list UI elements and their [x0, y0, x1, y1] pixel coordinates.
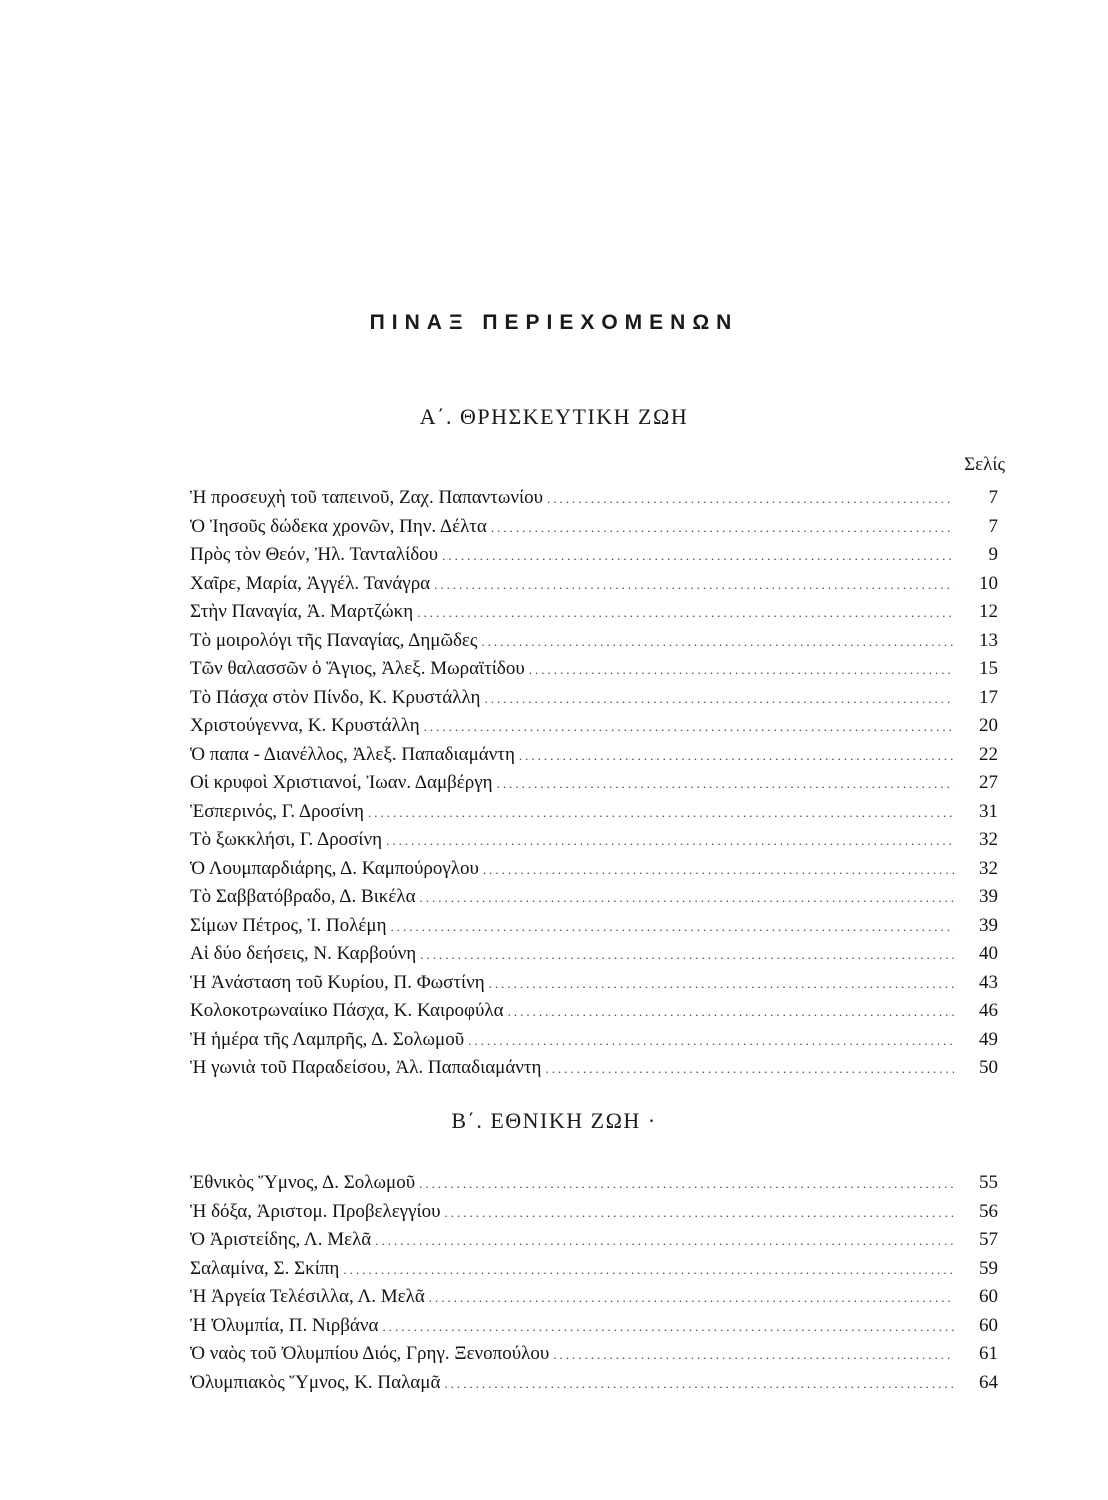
page-title: ΠΙΝΑΞ ΠΕΡΙΕΧΟΜΕΝΩΝ: [369, 311, 739, 334]
toc-entry-title: Ἡ Ἀργεία Τελέσιλλα, Λ. Μελᾶ: [190, 1286, 425, 1307]
toc-entry: [190, 712, 998, 741]
toc-entry-page: 43: [979, 971, 998, 993]
dot-leader: [529, 656, 954, 685]
toc-entry: [190, 627, 998, 656]
dot-leader: [417, 599, 954, 628]
toc-entry-page: 60: [979, 1314, 998, 1336]
toc-entry: [190, 1026, 998, 1055]
toc-entry-page: 7: [988, 515, 998, 537]
toc-entry-title: Οἱ κρυφοὶ Χριστιανοί, Ἰωαν. Δαμβέργη: [190, 772, 493, 793]
toc-entry-title: Κολοκοτρωναίικο Πάσχα, Κ. Καιροφύλα: [190, 1000, 504, 1021]
toc-entry-title: Τὸ Πάσχα στὸν Πίνδο, Κ. Κρυστάλλη: [190, 686, 481, 708]
section-heading-religious-life: Α΄. ΘΡΗΣΚΕΥΤΙΚΗ ΖΩΗ: [419, 404, 689, 429]
toc-entry: [190, 940, 998, 969]
toc-entry-page: 7: [988, 487, 998, 508]
toc-entry: [190, 1054, 998, 1083]
toc-entry-page: 61: [979, 1343, 998, 1364]
toc-entry-title: Ὀλυμπιακὸς Ὕμνος, Κ. Παλαμᾶ: [190, 1371, 441, 1393]
toc-entry-title: Ὁ Ἰησοῦς δώδεκα χρονῶν, Πην. Δέλτα: [190, 515, 487, 537]
section-heading-national-life: Β΄. ΕΘΝΙΚΗ ΖΩΗ ·: [451, 1108, 657, 1133]
toc-entry-title: Τὸ ξωκκλήσι, Γ. Δροσίνη: [190, 829, 383, 850]
toc-entry-title: Πρὸς τὸν Θεόν, Ἠλ. Τανταλίδου: [190, 544, 439, 565]
toc-entry: [190, 997, 998, 1026]
toc-entry-title: Χριστούγεννα, Κ. Κρυστάλλη: [190, 715, 420, 736]
toc-entry-title: Ἡ δόξα, Ἀριστομ. Προβελεγγίου: [190, 1200, 441, 1222]
toc-entry-title: Σίμων Πέτρος, Ἰ. Πολέμη: [190, 914, 387, 936]
toc-entry-page: 49: [979, 1028, 998, 1050]
toc-entry-page: 57: [979, 1229, 998, 1250]
toc-entry-title: Τῶν θαλασσῶν ὁ Ἅγιος, Ἀλεξ. Μωραϊτίδου: [190, 658, 525, 679]
dot-leader: [419, 1170, 954, 1199]
toc-entry-page: 17: [979, 686, 998, 708]
dot-leader: [434, 571, 954, 600]
toc-entry-title: Ὁ Λουμπαρδιάρης, Δ. Καμπούρογλου: [190, 857, 479, 879]
toc-entry: [190, 826, 998, 855]
toc-entry: [190, 1255, 998, 1284]
toc-entry: [190, 1312, 998, 1341]
toc-entry: [190, 1340, 998, 1369]
toc-entry-page: 32: [979, 829, 998, 850]
dot-leader: [547, 485, 954, 514]
toc-entry-page: 13: [979, 629, 998, 651]
dot-leader: [429, 1284, 954, 1313]
toc-entry: [190, 541, 998, 570]
dot-leader: [519, 742, 954, 771]
toc-entry-page: 46: [979, 1000, 998, 1021]
toc-entry: [190, 598, 998, 627]
dot-leader: [545, 1055, 954, 1084]
toc-entry: [190, 912, 998, 941]
toc-entry-page: 55: [979, 1172, 998, 1193]
page-column-label: Σελίς: [964, 454, 1005, 475]
toc-entry: [190, 741, 998, 770]
toc-entry: [190, 798, 998, 827]
dot-leader: [343, 1256, 954, 1285]
dot-leader: [481, 628, 954, 657]
toc-entry: [190, 1169, 998, 1198]
toc-entry: [190, 1283, 998, 1312]
dot-leader: [444, 1370, 954, 1399]
toc-entry-page: 50: [979, 1057, 998, 1078]
toc-entry-title: Ἡ Ὀλυμπία, Π. Νιρβάνα: [190, 1314, 379, 1336]
toc-entry: [190, 1226, 998, 1255]
toc-entry-title: Σαλαμίνα, Σ. Σκίπη: [190, 1257, 340, 1279]
dot-leader: [489, 970, 954, 999]
toc-entry: [190, 855, 998, 884]
toc-entry-title: Ἡ προσευχὴ τοῦ ταπεινοῦ, Ζαχ. Παπαντωνίου: [190, 487, 544, 508]
toc-entry-title: Τὸ μοιρολόγι τῆς Παναγίας, Δημῶδες: [190, 629, 478, 651]
toc-entry: [190, 769, 998, 798]
toc-entry-title: Χαῖρε, Μαρία, Ἀγγέλ. Τανάγρα: [190, 572, 431, 594]
dot-leader: [420, 884, 954, 913]
toc-entry-page: 40: [979, 943, 998, 964]
toc-entry-page: 56: [979, 1200, 998, 1222]
toc-entry-page: 27: [979, 772, 998, 793]
toc-entry-title: Ὁ παπα - Διανέλλος, Ἀλεξ. Παπαδιαμάντη: [190, 743, 515, 765]
toc-entry: [190, 513, 998, 542]
toc-entry-title: Ὁ Ἀριστείδης, Λ. Μελᾶ: [190, 1229, 372, 1250]
dot-leader: [424, 713, 954, 742]
toc-entry-page: 9: [988, 544, 998, 565]
dot-leader: [483, 856, 954, 885]
dot-leader: [444, 1199, 954, 1228]
toc-entry: [190, 655, 998, 684]
toc-entry-page: 39: [979, 886, 998, 907]
toc-entry: [190, 1369, 998, 1398]
toc-entry-title: Ἡ Ἀνάσταση τοῦ Κυρίου, Π. Φωστίνη: [190, 971, 485, 993]
toc-entry-title: Ἐθνικὸς Ὕμνος, Δ. Σολωμοῦ: [190, 1172, 416, 1193]
toc-entry-page: 59: [979, 1257, 998, 1279]
toc-entry: [190, 1198, 998, 1227]
toc-entry-title: Ἡ γωνιὰ τοῦ Παραδείσου, Ἀλ. Παπαδιαμάντη: [190, 1057, 542, 1078]
toc-entry-title: Ἑσπερινός, Γ. Δροσίνη: [190, 800, 364, 822]
toc-list-national-life: [190, 1169, 998, 1397]
toc-entry-page: 60: [979, 1286, 998, 1307]
toc-entry: [190, 484, 998, 513]
toc-entry: [190, 570, 998, 599]
toc-list-religious-life: [190, 484, 998, 1083]
dot-leader: [420, 941, 954, 970]
dot-leader: [386, 827, 954, 856]
dot-leader: [391, 913, 954, 942]
toc-entry: [190, 684, 998, 713]
toc-entry: [190, 969, 998, 998]
toc-entry: [190, 883, 998, 912]
toc-entry-title: Αἱ δύο δεήσεις, Ν. Καρβούνη: [190, 943, 417, 964]
toc-entry-page: 20: [979, 715, 998, 736]
dot-leader: [442, 542, 954, 571]
dot-leader: [382, 1313, 954, 1342]
dot-leader: [375, 1227, 954, 1256]
toc-entry-page: 22: [979, 743, 998, 765]
dot-leader: [491, 514, 954, 543]
toc-entry-title: Ἡ ἡμέρα τῆς Λαμπρῆς, Δ. Σολωμοῦ: [190, 1028, 465, 1050]
toc-entry-title: Ὁ ναὸς τοῦ Ὀλυμπίου Διός, Γρηγ. Ξενοπούλου: [190, 1343, 550, 1364]
toc-entry-page: 31: [979, 800, 998, 822]
toc-entry-page: 10: [979, 572, 998, 594]
toc-entry-page: 15: [979, 658, 998, 679]
dot-leader: [508, 998, 954, 1027]
dot-leader: [368, 799, 954, 828]
dot-leader: [468, 1027, 954, 1056]
dot-leader: [497, 770, 954, 799]
toc-entry-page: 12: [979, 601, 998, 622]
dot-leader: [484, 685, 954, 714]
toc-entry-page: 64: [979, 1371, 998, 1393]
toc-entry-page: 32: [979, 857, 998, 879]
dot-leader: [553, 1341, 954, 1370]
toc-entry-title: Τὸ Σαββατόβραδο, Δ. Βικέλα: [190, 886, 416, 907]
toc-entry-page: 39: [979, 914, 998, 936]
toc-entry-title: Στὴν Παναγία, Ἀ. Μαρτζώκη: [190, 601, 414, 622]
